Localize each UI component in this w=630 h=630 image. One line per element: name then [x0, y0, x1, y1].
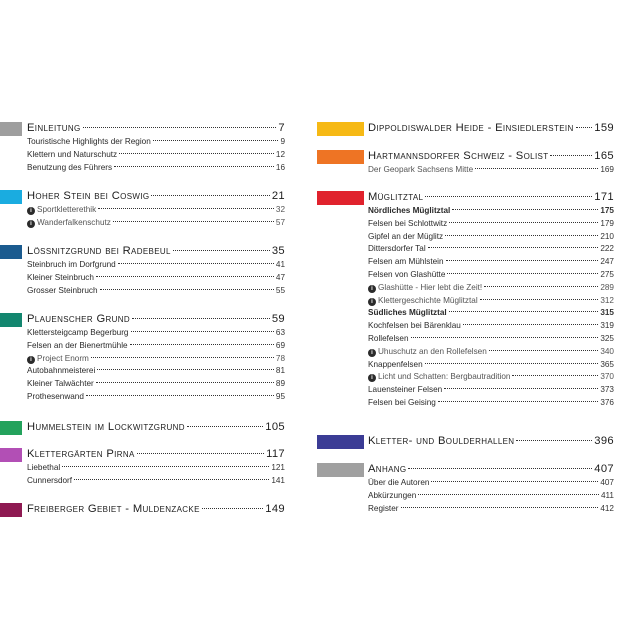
info-icon: i	[368, 298, 376, 306]
dot-leader	[444, 388, 598, 389]
entry-title: Project Enorm	[37, 353, 89, 363]
dot-leader	[202, 508, 263, 509]
entry-title: Wanderfalkenschutz	[37, 217, 111, 227]
dot-leader	[113, 221, 274, 222]
entry-title: Prothesenwand	[27, 391, 84, 401]
dot-leader	[512, 375, 598, 376]
chapter-title: Hummelstein im Lockwitzgrund	[27, 421, 185, 433]
info-icon: i	[27, 207, 35, 215]
entry-title: Licht und Schatten: Bergbautradition	[378, 372, 511, 382]
toc-entry[interactable]	[27, 327, 285, 340]
toc-chapter-heading[interactable]	[27, 419, 285, 435]
section-color-swatch	[0, 245, 22, 259]
chapter-page-number: 21	[271, 190, 285, 202]
dot-leader	[446, 260, 599, 261]
entry-page-number: 222	[600, 244, 614, 254]
chapter-page-number: 105	[265, 421, 285, 433]
toc-entry[interactable]	[368, 490, 614, 503]
entry-page-number: 121	[271, 463, 285, 472]
chapter-page-number: 59	[271, 313, 285, 325]
dot-leader	[137, 453, 264, 454]
entry-title: Felsen an der Bienertmühle	[27, 340, 128, 350]
section-color-swatch	[0, 190, 22, 204]
entry-page-number: 319	[600, 321, 614, 331]
dot-leader	[74, 479, 269, 480]
dot-leader	[98, 208, 274, 209]
entry-page-number: 275	[600, 269, 614, 279]
dot-leader	[401, 507, 599, 508]
entry-title: Der Geopark Sachsens Mitte	[368, 165, 474, 174]
dot-leader	[130, 344, 274, 345]
toc-chapter-heading[interactable]	[27, 501, 285, 517]
chapter-page-number: 149	[265, 503, 285, 515]
dot-leader	[96, 382, 274, 383]
toc-entry[interactable]	[368, 503, 614, 516]
toc-entry[interactable]	[27, 340, 285, 353]
chapter-title: Hartmannsdorfer Schweiz - Solist	[368, 150, 549, 162]
dot-leader	[418, 494, 599, 495]
entry-page-number: 412	[600, 503, 614, 513]
entry-title: Felsen bei Schlottwitz	[368, 218, 448, 228]
section-color-swatch	[317, 150, 364, 164]
toc-entry[interactable]	[368, 269, 614, 282]
section-color-swatch	[0, 122, 22, 136]
section-color-swatch	[317, 435, 364, 449]
dot-leader	[484, 286, 598, 287]
dot-leader	[452, 209, 598, 210]
entry-page-number: 55	[275, 285, 285, 295]
dot-leader	[425, 196, 592, 197]
section-color-swatch	[0, 503, 22, 517]
chapter-page-number: 35	[271, 245, 285, 257]
entry-title: Abkürzungen	[368, 490, 417, 500]
dot-leader	[445, 235, 598, 236]
entry-page-number: 78	[275, 353, 285, 363]
toc-entry[interactable]	[368, 397, 614, 410]
entry-title: Kleiner Steinbruch	[27, 272, 94, 282]
entry-page-number: 376	[600, 397, 614, 407]
entry-title: Steinbruch im Dorfgrund	[27, 260, 116, 269]
toc-info-entry[interactable]	[368, 282, 614, 295]
info-icon: i	[368, 374, 376, 382]
section-color-swatch	[317, 463, 364, 477]
dot-leader	[489, 350, 599, 351]
dot-leader	[97, 369, 274, 370]
entry-page-number: 312	[600, 295, 614, 305]
toc-subheading[interactable]	[368, 205, 614, 218]
entry-page-number: 63	[275, 328, 285, 337]
dot-leader	[62, 466, 269, 467]
toc-chapter-heading[interactable]	[27, 120, 285, 136]
chapter-title: Kletter- und Boulderhallen	[368, 435, 515, 447]
toc-info-entry[interactable]	[368, 295, 614, 308]
toc-entry[interactable]	[27, 378, 285, 391]
toc-chapter-heading[interactable]	[368, 120, 614, 136]
entry-title: Nördliches Müglitztal	[368, 206, 451, 215]
info-icon: i	[368, 349, 376, 357]
dot-leader	[173, 250, 270, 251]
entry-title: Klettern und Naturschutz	[27, 149, 118, 159]
entry-page-number: 325	[600, 333, 614, 343]
dot-leader	[425, 363, 599, 364]
dot-leader	[449, 222, 598, 223]
toc-entry[interactable]	[27, 162, 285, 175]
toc-entry[interactable]	[368, 164, 614, 177]
toc-subheading[interactable]	[368, 307, 614, 320]
chapter-page-number: 396	[594, 435, 614, 447]
toc-chapter-heading[interactable]	[368, 461, 614, 477]
entry-page-number: 47	[275, 272, 285, 282]
toc-entry[interactable]	[27, 259, 285, 272]
entry-page-number: 169	[600, 165, 614, 174]
entry-title: Felsen bei Geising	[368, 397, 436, 407]
toc-entry[interactable]	[368, 243, 614, 256]
entry-title: Klettersteigcamp Begerburg	[27, 328, 129, 337]
entry-title: Grosser Steinbruch	[27, 285, 98, 295]
info-icon: i	[27, 220, 35, 228]
chapter-title: Einleitung	[27, 122, 81, 134]
chapter-title: Dippoldiswalder Heide - Einsiedlerstein	[368, 122, 574, 134]
entry-title: Rollefelsen	[368, 333, 409, 343]
toc-chapter-heading[interactable]	[368, 189, 614, 205]
entry-title: Über die Autoren	[368, 478, 430, 487]
dot-leader	[96, 276, 274, 277]
entry-page-number: 340	[600, 346, 614, 356]
entry-page-number: 16	[275, 162, 285, 172]
entry-title: Uhuschutz an den Rollefelsen	[378, 346, 487, 356]
toc-entry[interactable]	[368, 477, 614, 490]
toc-info-entry[interactable]	[27, 353, 285, 366]
toc-entry[interactable]	[27, 391, 285, 404]
toc-entry[interactable]	[27, 272, 285, 285]
entry-page-number: 69	[275, 340, 285, 350]
entry-page-number: 179	[600, 218, 614, 228]
entry-page-number: 289	[600, 282, 614, 292]
toc-entry[interactable]	[368, 218, 614, 231]
dot-leader	[132, 318, 270, 319]
dot-leader	[118, 263, 274, 264]
toc-entry[interactable]	[368, 384, 614, 397]
toc-entry[interactable]	[27, 285, 285, 298]
toc-entry[interactable]	[27, 365, 285, 378]
dot-leader	[86, 395, 274, 396]
chapter-title: Hoher Stein bei Coswig	[27, 190, 150, 202]
section-color-swatch	[317, 122, 364, 136]
entry-page-number: 411	[600, 490, 614, 500]
entry-title: Kleiner Talwächter	[27, 379, 94, 389]
entry-page-number: 407	[600, 478, 614, 487]
toc-chapter-heading[interactable]	[27, 311, 285, 327]
dot-leader	[153, 140, 279, 141]
chapter-title: Klettergärten Pirna	[27, 448, 135, 460]
entry-title: Felsen am Mühlstein	[368, 257, 444, 267]
entry-page-number: 95	[275, 391, 285, 401]
section-color-swatch	[0, 313, 22, 327]
entry-title: Register	[368, 503, 399, 513]
entry-page-number: 365	[600, 359, 614, 369]
toc-entry[interactable]	[27, 149, 285, 162]
dot-leader	[131, 331, 274, 332]
toc-entry[interactable]	[368, 333, 614, 346]
dot-leader	[119, 153, 274, 154]
entry-page-number: 9	[280, 137, 285, 146]
entry-page-number: 41	[275, 260, 285, 269]
chapter-title: Anhang	[368, 463, 407, 475]
entry-title: Klettergeschichte Müglitztal	[378, 295, 478, 305]
dot-leader	[449, 311, 599, 312]
dot-leader	[100, 289, 274, 290]
toc-left-column	[0, 0, 285, 630]
dot-leader	[83, 127, 277, 128]
entry-title: Benutzung des Führers	[27, 162, 113, 172]
entry-page-number: 373	[600, 385, 614, 395]
info-icon: i	[27, 356, 35, 364]
entry-title: Touristische Highlights der Region	[27, 137, 151, 146]
dot-leader	[408, 468, 592, 469]
entry-title: Gipfel an der Müglitz	[368, 231, 444, 241]
chapter-title: Freiberger Gebiet - Muldenzacke	[27, 503, 200, 515]
chapter-title: Müglitztal	[368, 191, 424, 203]
entry-page-number: 370	[600, 372, 614, 382]
dot-leader	[447, 273, 598, 274]
entry-title: Felsen von Glashütte	[368, 269, 446, 279]
section-color-swatch	[0, 448, 22, 462]
chapter-title: Lössnitzgrund bei Radebeul	[27, 245, 171, 257]
toc-chapter-heading[interactable]	[27, 188, 285, 204]
chapter-page-number: 171	[594, 191, 614, 203]
entry-title: Südliches Müglitztal	[368, 308, 447, 318]
chapter-page-number: 407	[594, 463, 614, 475]
entry-page-number: 210	[600, 231, 614, 241]
dot-leader	[151, 195, 269, 196]
info-icon: i	[368, 285, 376, 293]
dot-leader	[187, 426, 263, 427]
toc-chapter-heading[interactable]	[368, 433, 614, 449]
toc-chapter-heading[interactable]	[27, 446, 285, 462]
toc-right-column	[316, 0, 614, 630]
dot-leader	[550, 155, 592, 156]
entry-title: Glashütte - Hier lebt die Zeit!	[378, 282, 483, 292]
entry-title: Autobahnmeisterei	[27, 366, 96, 376]
section-color-swatch	[317, 191, 364, 205]
toc-entry[interactable]	[368, 359, 614, 372]
entry-title: Cunnersdorf	[27, 475, 73, 485]
chapter-page-number: 7	[278, 122, 285, 134]
entry-page-number: 247	[600, 257, 614, 267]
chapter-page-number: 165	[594, 150, 614, 162]
chapter-page-number: 159	[594, 122, 614, 134]
toc-info-entry[interactable]	[368, 371, 614, 384]
entry-title: Lauensteiner Felsen	[368, 385, 443, 395]
entry-page-number: 175	[600, 206, 614, 215]
toc-info-entry[interactable]	[27, 204, 285, 217]
toc-entry[interactable]	[27, 462, 285, 475]
dot-leader	[516, 440, 592, 441]
dot-leader	[480, 299, 599, 300]
toc-entry[interactable]	[27, 475, 285, 488]
dot-leader	[576, 127, 593, 128]
entry-page-number: 315	[600, 308, 614, 318]
toc-info-entry[interactable]	[27, 217, 285, 230]
entry-title: Kochfelsen bei Bärenklau	[368, 321, 461, 331]
chapter-page-number: 117	[266, 448, 285, 460]
entry-title: Sportkletterethik	[37, 205, 97, 214]
dot-leader	[411, 337, 599, 338]
dot-leader	[428, 247, 599, 248]
entry-page-number: 12	[275, 149, 285, 159]
toc-info-entry[interactable]	[368, 346, 614, 359]
toc-chapter-heading[interactable]	[27, 243, 285, 259]
entry-page-number: 81	[275, 366, 285, 376]
entry-page-number: 141	[271, 475, 285, 485]
dot-leader	[91, 357, 274, 358]
entry-page-number: 32	[275, 205, 285, 214]
dot-leader	[438, 401, 599, 402]
entry-page-number: 89	[275, 379, 285, 389]
toc-chapter-heading[interactable]	[368, 148, 614, 164]
entry-title: Liebethal	[27, 463, 61, 472]
section-color-swatch	[0, 421, 22, 435]
toc-entry[interactable]	[368, 231, 614, 244]
dot-leader	[431, 481, 598, 482]
entry-title: Knappenfelsen	[368, 359, 423, 369]
toc-entry[interactable]	[368, 256, 614, 269]
toc-entry[interactable]	[27, 136, 285, 149]
dot-leader	[475, 168, 598, 169]
dot-leader	[463, 324, 598, 325]
dot-leader	[114, 166, 274, 167]
entry-title: Dittersdorfer Tal	[368, 244, 426, 254]
entry-page-number: 57	[275, 217, 285, 227]
chapter-title: Plauenscher Grund	[27, 313, 131, 325]
toc-entry[interactable]	[368, 320, 614, 333]
